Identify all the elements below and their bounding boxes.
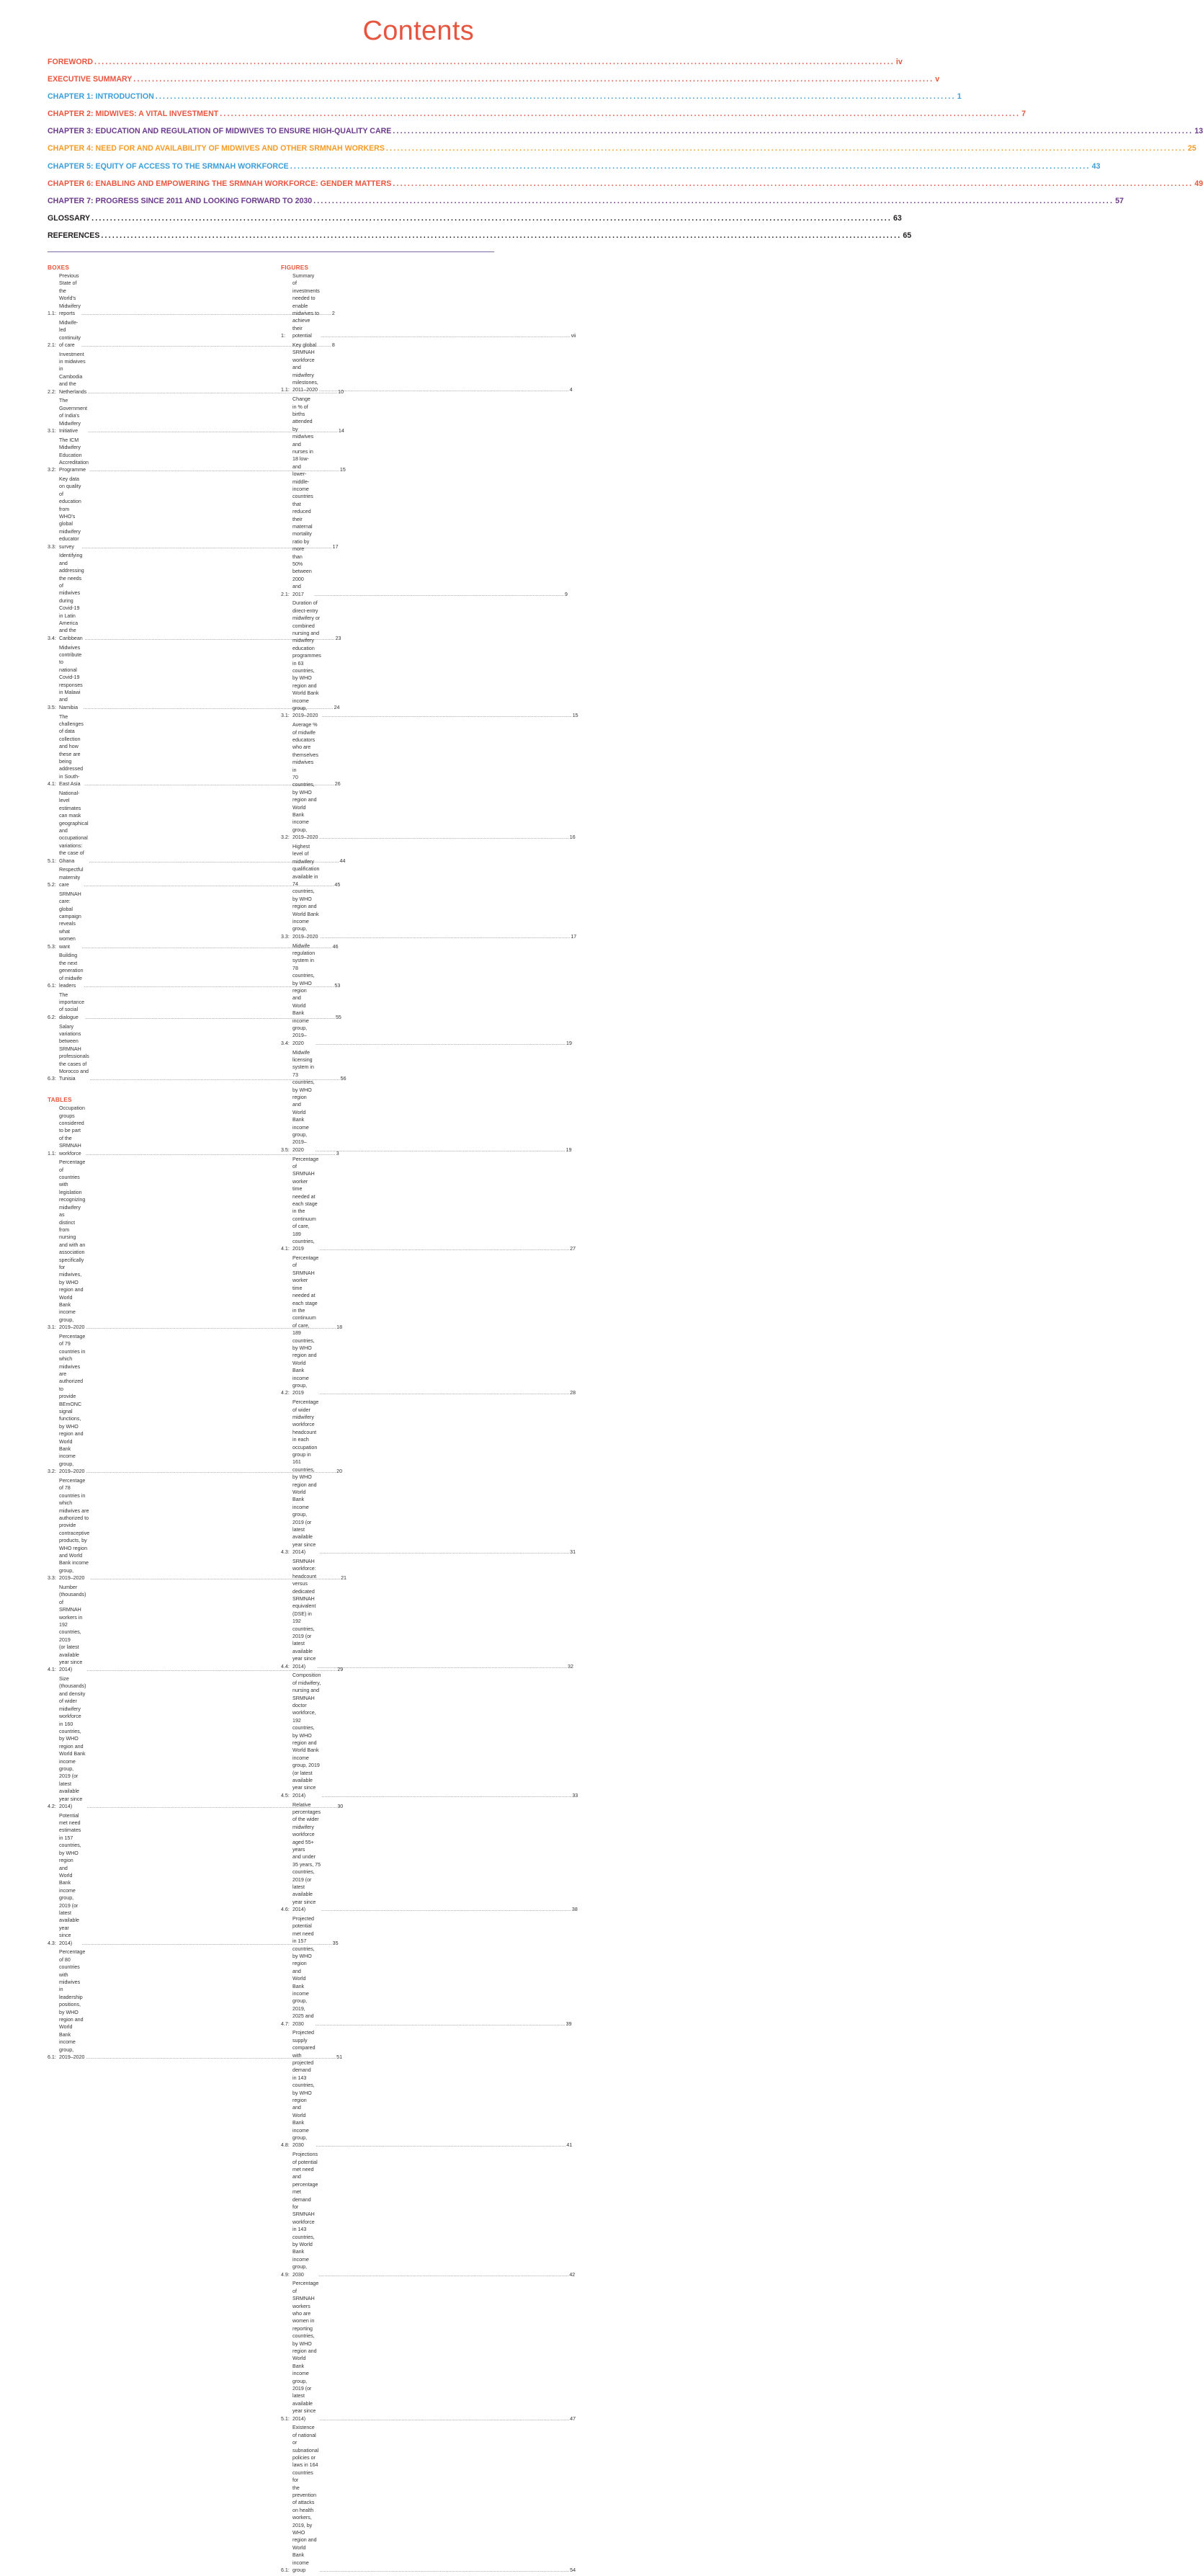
toc-entry[interactable]: [48, 213, 902, 231]
list-item[interactable]: [281, 1049, 572, 1154]
list-item-title: Average % of midwife educators who are themselves midwives in 70 countries, by WHO region and World Bank income group, 2019–2020: [292, 722, 318, 841]
list-item-page: 38: [571, 1907, 578, 1913]
list-item-title: National-level estimates can mask geographical and occupational variations: the case of Ghana: [59, 790, 89, 864]
figures-heading: FIGURES: [281, 264, 309, 271]
list-item-page: 24: [334, 704, 340, 710]
list-item-title: Projected supply compared with projected demand in 143 countries, by WHO region and World Bank income group, 2030: [292, 2030, 316, 2149]
toc-entry-page: 25: [1187, 144, 1197, 153]
list-item-number: 4.4:: [281, 1663, 290, 1670]
list-item-title: Projected potential met need in 157 countries, by WHO region and World Bank income group, 2019, 2025 and 2030: [292, 1915, 315, 2027]
list-item-title: The challenges of data collection and how these are being addressed in South-East Asia: [59, 713, 84, 788]
list-item-page: 55: [335, 1014, 341, 1020]
boxes-heading: BOXES: [48, 264, 70, 271]
figures-list: [281, 272, 578, 2574]
list-item-title: Percentage of wider midwifery workforce headcount in each occupation group in 161 countries, by WHO region and World Bank income group, 2019 (or latest available year since 2014): [292, 1399, 319, 1556]
dot-leader: [318, 2271, 568, 2278]
list-item[interactable]: [48, 319, 335, 349]
dot-leader: [156, 92, 956, 101]
toc-entry-label: CHAPTER 4: NEED FOR AND AVAILABILITY OF MIDWIVES AND OTHER SRMNAH WORKERS: [48, 144, 385, 153]
list-item-title: Respectful maternity care: [59, 867, 84, 888]
dot-leader: [320, 933, 570, 940]
list-item-page: 15: [572, 713, 578, 719]
list-item-page: 31: [570, 1549, 576, 1556]
toc-entry-page: iv: [895, 58, 903, 66]
list-item[interactable]: [281, 2424, 576, 2574]
list-item-page: 45: [334, 882, 341, 888]
list-item-title: Building the next generation of midwife leaders: [59, 953, 84, 989]
list-item-page: 26: [334, 781, 341, 788]
list-item-page: 3: [336, 1150, 339, 1156]
toc-entry-page: 49: [1194, 179, 1203, 188]
chapter-list: [48, 58, 1203, 249]
list-item-title: Percentage of SRMNAH worker time needed at each stage in the continuum of care, 189 countries, by WHO region and World Bank income group, 2019: [292, 1255, 319, 1396]
list-item-number: 4.2:: [48, 1803, 56, 1809]
dot-leader: [94, 58, 895, 66]
list-item-title: SRMNAH workforce: headcount versus dedicated SRMNAH equivalent (DSE) in 192 countries, 2019 (or latest available year since 2014): [292, 1558, 317, 1670]
list-item-page: 4: [569, 387, 573, 393]
toc-entry-page: 7: [1021, 110, 1027, 119]
toc-entry-page: 43: [1091, 161, 1101, 171]
list-item-page: 30: [337, 1803, 344, 1809]
list-item-page: vii: [571, 333, 576, 339]
list-item-page: 10: [338, 388, 344, 395]
tables-heading: TABLES: [48, 1096, 72, 1104]
toc-entry-label: CHAPTER 3: EDUCATION AND REGULATION OF MIDWIVES TO ENSURE HIGH-QUALITY CARE: [48, 127, 392, 136]
list-item[interactable]: [281, 1399, 576, 1556]
list-item-title: Midwives contribute to national Covid-19 responses in Malawi and Namibia: [59, 644, 83, 710]
toc-entry[interactable]: [48, 179, 1203, 197]
dot-leader: [386, 144, 1186, 153]
list-item-page: 20: [336, 1469, 343, 1475]
list-item-title: Highest level of midwifery qualification available in 74 countries, by WHO region and World Bank income group, 2019–2020: [292, 843, 320, 940]
list-item-page: 39: [565, 2020, 572, 2027]
list-item-number: 3.4:: [281, 1040, 290, 1046]
toc-entry-label: EXECUTIVE SUMMARY: [48, 75, 133, 84]
list-item-page: 33: [572, 1792, 578, 1799]
list-item-page: 56: [340, 1076, 346, 1082]
dot-leader: [319, 386, 569, 393]
list-item-page: 29: [337, 1667, 344, 1673]
list-item-title: Percentage of SRMNAH worker time needed at each stage in the continuum of care, 189 countries, 2019: [292, 1156, 319, 1252]
list-item-number: 3.5:: [48, 704, 56, 710]
toc-entry[interactable]: [48, 196, 1124, 214]
dot-leader: [316, 1040, 565, 1047]
list-item-number: 6.1:: [48, 982, 56, 989]
list-item-page: 8: [331, 342, 335, 348]
list-item-number: 3.3:: [281, 933, 290, 940]
list-item-number: 3.2:: [48, 467, 56, 473]
list-item-page: 17: [332, 543, 339, 550]
list-item-title: Percentage of 78 countries in which midwives are authorized to provide contraceptive products, by WHO region and World Bank income group, 2019–2020: [59, 1477, 90, 1582]
list-item-number: 4.1:: [48, 1667, 56, 1673]
dot-leader: [91, 214, 892, 223]
list-item-title: Existence of national or subnational policies or laws in 164 countries for the prevention of attacks on health workers, 2019, by WHO region and World Bank income group: [292, 2425, 319, 2574]
dot-leader: [319, 834, 569, 841]
right-column: [281, 264, 578, 2576]
list-item[interactable]: [281, 843, 577, 940]
list-item-title: Summary of investments needed to enable midwives to achieve their potential: [292, 273, 320, 339]
list-item-number: 3.4:: [48, 635, 56, 641]
list-item-page: 54: [570, 2567, 576, 2574]
toc-entry-label: REFERENCES: [48, 231, 100, 240]
list-item-page: 23: [335, 635, 341, 641]
dot-leader: [321, 332, 571, 339]
dot-leader: [393, 127, 1193, 135]
list-item-title: Midwife-led continuity of care: [59, 319, 81, 348]
toc-entry-label: FOREWORD: [48, 58, 93, 66]
list-item-page: 51: [336, 2054, 343, 2060]
list-item-number: 3.1:: [48, 428, 56, 434]
list-item[interactable]: [281, 721, 576, 842]
list-item-title: Key global SRMNAH workforce and midwifery milestones, 2011–2020: [292, 342, 318, 393]
list-item-title: Key data on quality of education from WHO's global midwifery educator survey: [59, 476, 81, 550]
list-item-number: 3.2:: [281, 834, 290, 841]
dot-leader: [316, 2142, 566, 2149]
dot-leader: [321, 1906, 571, 1913]
list-item[interactable]: [281, 396, 568, 598]
list-item[interactable]: [281, 600, 578, 720]
list-item[interactable]: [281, 2029, 573, 2149]
list-item-title: Change in % of births attended by midwives and nurses in 18 low- and lower-middle-income countries that reduced their maternal mortality ratio by more than 50% between 2000 and 2017: [292, 396, 314, 597]
list-item-page: 19: [565, 1146, 572, 1153]
toc-entry-label: CHAPTER 1: INTRODUCTION: [48, 92, 154, 102]
list-item-number: 1:: [281, 333, 285, 339]
toc-entry-page: 57: [1115, 196, 1124, 205]
list-item[interactable]: [48, 437, 346, 474]
list-item-number: 3.2:: [48, 1469, 56, 1475]
list-item-title: SRMNAH care: global campaign reveals what women want: [59, 891, 81, 950]
list-item-title: Percentage of 80 countries with midwives in leadership positions, by WHO region and World Bank income group, 2019–2020: [59, 1949, 86, 2060]
list-item-number: 4.9:: [281, 2271, 290, 2278]
toc-entry[interactable]: [48, 58, 903, 75]
list-item-title: Percentage of countries with legislation recognizing midwifery as distinct from nursing and with an association specifically for midwives, by WHO region and World Bank income group, 2019–2020: [59, 1159, 86, 1331]
toc-entry[interactable]: [48, 231, 912, 249]
dot-leader: [319, 1548, 569, 1556]
list-item-title: Identifying and addressing the needs of midwives during Covid-19 in Latin America and the Caribbean: [59, 553, 84, 641]
toc-entry[interactable]: [48, 127, 1203, 144]
list-item-number: 4.1:: [48, 781, 56, 788]
list-item-number: 4.1:: [281, 1246, 290, 1252]
list-item-number: 1.1:: [48, 1150, 56, 1156]
dot-leader: [220, 110, 1020, 118]
list-item-title: Salary variations between SRMNAH professionals the cases of Morocco and Tunisia: [59, 1023, 89, 1082]
list-item[interactable]: [48, 991, 341, 1022]
list-item-page: 44: [339, 857, 346, 864]
list-item-page: 17: [571, 933, 577, 940]
list-item-page: 28: [570, 1390, 576, 1396]
list-item[interactable]: [281, 2151, 576, 2278]
list-item-page: 18: [336, 1324, 343, 1331]
list-item-page: 46: [332, 943, 339, 950]
list-item-number: 3.3:: [48, 1575, 56, 1582]
list-item-page: 21: [341, 1575, 346, 1582]
dot-leader: [101, 231, 901, 240]
list-item-number: 3.3:: [48, 543, 56, 550]
list-item-number: 3.1:: [48, 1324, 56, 1331]
list-item-number: 4.5:: [281, 1792, 290, 1799]
list-item-number: 4.7:: [281, 2020, 290, 2027]
list-item-page: 15: [339, 467, 346, 473]
list-item-number: 1.1:: [281, 387, 290, 393]
list-item[interactable]: [48, 397, 344, 434]
list-item-page: 14: [338, 428, 344, 434]
list-item-number: 2.1:: [48, 342, 56, 348]
list-item-title: The importance of social dialogue: [59, 991, 85, 1020]
list-item-title: Potential met need estimates in 157 countries, by WHO region and World Bank income group, 2019 (or latest available year since 2014): [59, 1812, 81, 1946]
page-title: Contents: [362, 16, 474, 46]
list-item[interactable]: [281, 1558, 573, 1670]
dot-leader: [319, 1245, 569, 1252]
list-item-number: 6.1:: [48, 2054, 56, 2060]
toc-entry-page: 65: [903, 231, 912, 240]
list-item-number: 4.2:: [281, 1390, 290, 1396]
list-item[interactable]: [281, 1156, 576, 1253]
section-divider: [48, 251, 494, 252]
list-item-title: Projections of potential met need and percentage met demand for SRMNAH workforce in 143 countries, by World Bank income group, 2030: [292, 2152, 318, 2278]
toc-entry[interactable]: [48, 161, 1101, 179]
dot-leader: [316, 2020, 565, 2028]
toc-entry[interactable]: [48, 75, 940, 92]
list-item[interactable]: [281, 1801, 578, 1914]
list-item-page: 2: [331, 311, 335, 317]
dot-leader: [393, 179, 1193, 188]
list-item-page: 35: [332, 1940, 339, 1946]
list-item-title: The ICM Midwifery Education Accreditation Programme: [59, 437, 89, 473]
list-item-page: 16: [569, 834, 576, 841]
list-item-title: Number (thousands) of SRMNAH workers in 192 countries, 2019 (or latest available year since 2014): [59, 1584, 86, 1673]
dot-leader: [313, 197, 1114, 205]
list-item-page: 42: [569, 2271, 576, 2278]
toc-entry-label: CHAPTER 7: PROGRESS SINCE 2011 AND LOOKING FORWARD TO 2030: [48, 196, 313, 205]
list-item-title: Previous State of the World's Midwifery reports: [59, 273, 81, 317]
list-item-number: 4.3:: [281, 1549, 290, 1556]
toc-entry-page: 13: [1194, 127, 1203, 136]
list-item-number: 5.1:: [48, 857, 56, 864]
list-item-page: 41: [566, 2142, 573, 2149]
toc-entry-label: CHAPTER 6: ENABLING AND EMPOWERING THE SRMNAH WORKFORCE: GENDER MATTERS: [48, 179, 392, 188]
list-item-number: 6.3:: [48, 1076, 56, 1082]
dot-leader: [319, 1389, 569, 1396]
list-item[interactable]: [48, 476, 339, 551]
list-item-number: 4.8:: [281, 2142, 290, 2149]
dot-leader: [321, 1792, 571, 1799]
list-item-number: 5.1:: [281, 2415, 290, 2422]
toc-entry-page: 1: [957, 92, 962, 102]
dot-leader: [317, 1663, 567, 1670]
dot-leader: [316, 1146, 565, 1154]
list-item-page: 27: [570, 1246, 576, 1252]
toc-entry-label: GLOSSARY: [48, 213, 91, 223]
list-item-page: 9: [565, 591, 568, 597]
dot-leader: [314, 591, 564, 598]
list-item-number: 3.1:: [281, 713, 290, 719]
list-item[interactable]: [48, 952, 341, 989]
list-item[interactable]: [281, 1254, 576, 1397]
list-item-page: 19: [566, 1040, 572, 1046]
list-item-number: 5.2:: [48, 882, 56, 888]
toc-entry[interactable]: [48, 144, 1197, 161]
list-item-page: 47: [570, 2415, 576, 2422]
list-item-number: 5.3:: [48, 943, 56, 950]
list-item-page: 53: [334, 982, 341, 989]
list-item-title: Percentage of 79 countries in which midwives are authorized to provide BEmONC signal functions, by WHO region and World Bank income group, 2019–2020: [59, 1333, 86, 1475]
toc-entry-page: 63: [893, 213, 902, 223]
list-item-title: Investment in midwives in Cambodia and the Netherlands: [59, 351, 87, 395]
dot-leader: [133, 75, 934, 84]
toc-entry-page: v: [935, 75, 940, 84]
list-item-title: Midwife regulation system in 78 countries, by WHO region and World Bank income group, 2019–2020: [292, 942, 316, 1046]
dot-leader: [322, 712, 572, 719]
list-item[interactable]: [281, 942, 572, 1048]
list-item-title: Size (thousands) and density of wider midwifery workforce in 160 countries, by WHO region and World Bank income group, 2019 (or latest available year since 2014): [59, 1676, 86, 1809]
list-item-number: 1.1:: [48, 311, 56, 317]
list-item-title: Midwife licensing system in 73 countries, by WHO region and World Bank income group, 2019–2020: [292, 1049, 315, 1153]
toc-entry[interactable]: [48, 110, 1027, 127]
list-item[interactable]: [281, 2280, 576, 2423]
list-item-number: 4.6:: [281, 1907, 290, 1913]
dot-leader: [319, 2415, 569, 2423]
list-item-title: Occupation groups considered to be part of the SRMNAH workforce: [59, 1105, 85, 1156]
toc-entry[interactable]: [48, 92, 962, 110]
list-item-title: Relative percentages of the wider midwifery workforce aged 55+ years and under 35 years, 75 countries, 2019 (or latest available year since 2014): [292, 1801, 321, 1913]
list-item-number: 6.1:: [281, 2567, 290, 2574]
toc-entry-label: CHAPTER 2: MIDWIVES: A VITAL INVESTMENT: [48, 110, 219, 119]
list-item-number: 3.5:: [281, 1146, 290, 1153]
list-item-page: 32: [568, 1663, 573, 1670]
list-item[interactable]: [281, 1915, 572, 2028]
dot-leader: [290, 162, 1091, 171]
list-item[interactable]: [281, 342, 573, 394]
dot-leader: [319, 2567, 569, 2574]
list-item[interactable]: [281, 272, 576, 340]
list-item[interactable]: [48, 866, 341, 888]
list-item[interactable]: [281, 1672, 578, 1799]
list-item-number: 2.2:: [48, 388, 56, 395]
list-item-number: 4.3:: [48, 1940, 56, 1946]
list-item-title: Composition of midwifery, nursing and SRMNAH doctor workforce, 192 countries, by WHO region and World Bank income group, 2019 (or latest available year since 2014): [292, 1672, 321, 1799]
list-item-title: The Government of India's Midwifery Initiative: [59, 398, 88, 434]
list-item-title: Percentage of SRMNAH workers who are women in reporting countries, by WHO region and World Bank income group, 2019 (or latest available year since 2014): [292, 2281, 319, 2422]
list-item-number: 2.1:: [281, 591, 290, 597]
list-item-number: 6.2:: [48, 1014, 56, 1020]
list-item-title: Duration of direct-entry midwifery or combined nursing and midwifery education programmes in 63 countries, by WHO region and World Bank income group, 2019–2020: [292, 600, 321, 719]
toc-entry-label: CHAPTER 5: EQUITY OF ACCESS TO THE SRMNAH WORKFORCE: [48, 161, 289, 171]
